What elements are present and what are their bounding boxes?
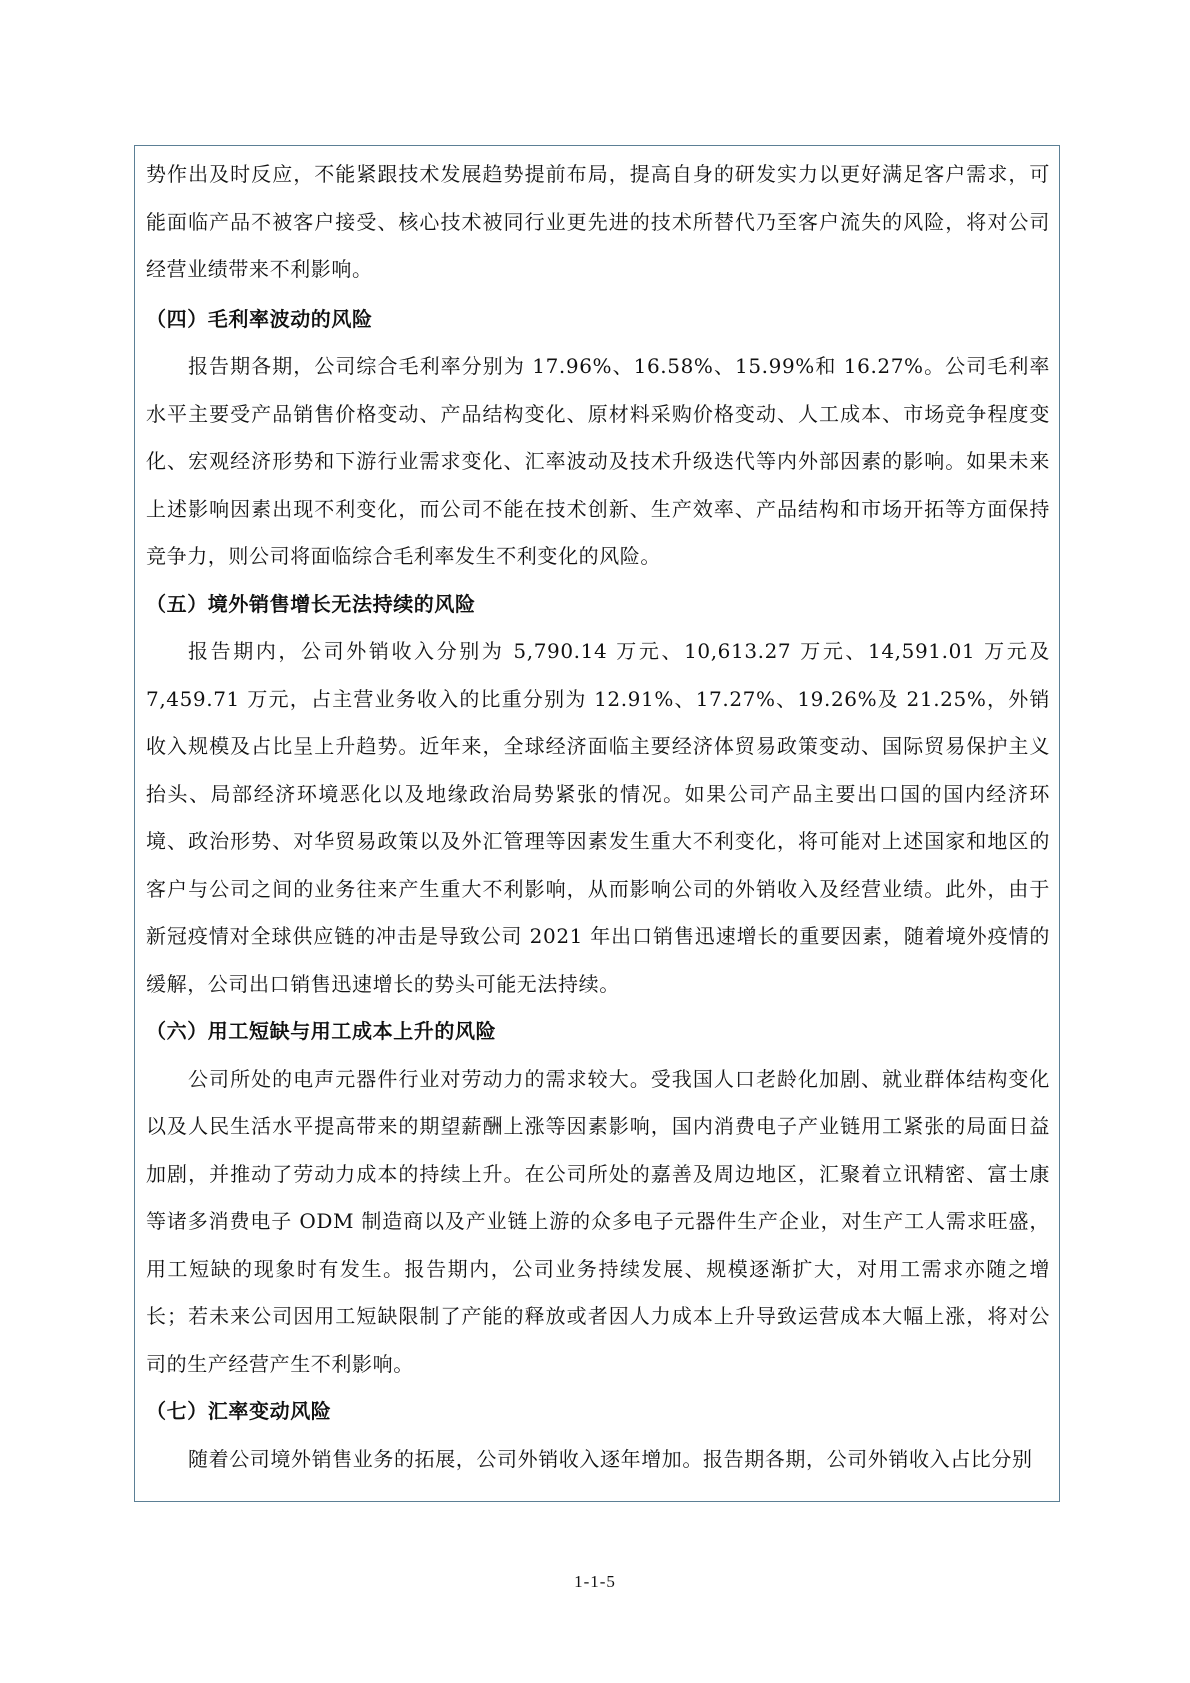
heading-overseas-sales-risk: （五）境外销售增长无法持续的风险	[146, 591, 476, 616]
page-number: 1-1-5	[574, 1572, 616, 1591]
heading-labor-risk: （六）用工短缺与用工成本上升的风险	[146, 1019, 497, 1043]
heading-exchange-rate-risk: （七）汇率变动风险	[146, 1399, 332, 1423]
paragraph-overseas-sales-risk: 报告期内，公司外销收入分别为 5,790.14 万元、10,613.27 万元、14,591.01 万元及 7,459.71 万元，占主营业务收入的比重分别为 12.91%、17.27%、19.26%及 21.25%，外销收入规模及占比呈上升趋势。近年来，全球经济面临主要经济体贸易政策变动、国际贸易保护主义抬头、局部经济环境恶化以及地缘政治局势紧张的情况。如果公司产品主要出口国的国内经济环境、政治形势、对华贸易政策以及外汇管理等因素发生重大不利变化，将可能对上述国家和地区的客户与公司之间的业务往来产生重大不利影响，从而影响公司的外销收入及经营业绩。此外，由于新冠疫情对全球供应链的冲击是导致公司 2021 年出口销售迅速增长的重要因素，随着境外疫情的缓解，公司出口销售迅速增长的势头可能无法持续。	[146, 639, 1050, 996]
paragraph-labor-risk: 公司所处的电声元器件行业对劳动力的需求较大。受我国人口老龄化加剧、就业群体结构变化以及人民生活水平提高带来的期望薪酬上涨等因素影响，国内消费电子产业链用工紧张的局面日益加剧，并推动了劳动力成本的持续上升。在公司所处的嘉善及周边地区，汇聚着立讯精密、富士康等诸多消费电子 ODM 制造商以及产业链上游的众多电子元器件生产企业，对生产工人需求旺盛，用工短缺的现象时有发生。报告期内，公司业务持续发展、规模逐渐扩大，对用工需求亦随之增长；若未来公司因用工短缺限制了产能的释放或者因人力成本上升导致运营成本大幅上涨，将对公司的生产经营产生不利影响。	[146, 1066, 1050, 1376]
paragraph-gross-margin-risk: 报告期各期，公司综合毛利率分别为 17.96%、16.58%、15.99%和 16.27%。公司毛利率水平主要受产品销售价格变动、产品结构变化、原材料采购价格变动、人工成本、市场竞争程度变化、宏观经济形势和下游行业需求变化、汇率波动及技术升级迭代等内外部因素的影响。如果未来上述影响因素出现不利变化，而公司不能在技术创新、生产效率、产品结构和市场开拓等方面保持竞争力，则公司将面临综合毛利率发生不利变化的风险。	[146, 354, 1050, 568]
paragraph-continued: 势作出及时反应，不能紧跟技术发展趋势提前布局，提高自身的研发实力以更好满足客户需求，可能面临产品不被客户接受、核心技术被同行业更先进的技术所替代乃至客户流失的风险，将对公司经营业绩带来不利影响。	[146, 162, 1050, 281]
heading-gross-margin-risk: （四）毛利率波动的风险	[146, 306, 373, 331]
document-body	[146, 151, 1050, 1483]
paragraph-exchange-rate-risk: 随着公司境外销售业务的拓展，公司外销收入逐年增加。报告期各期，公司外销收入占比分别	[188, 1446, 1033, 1471]
